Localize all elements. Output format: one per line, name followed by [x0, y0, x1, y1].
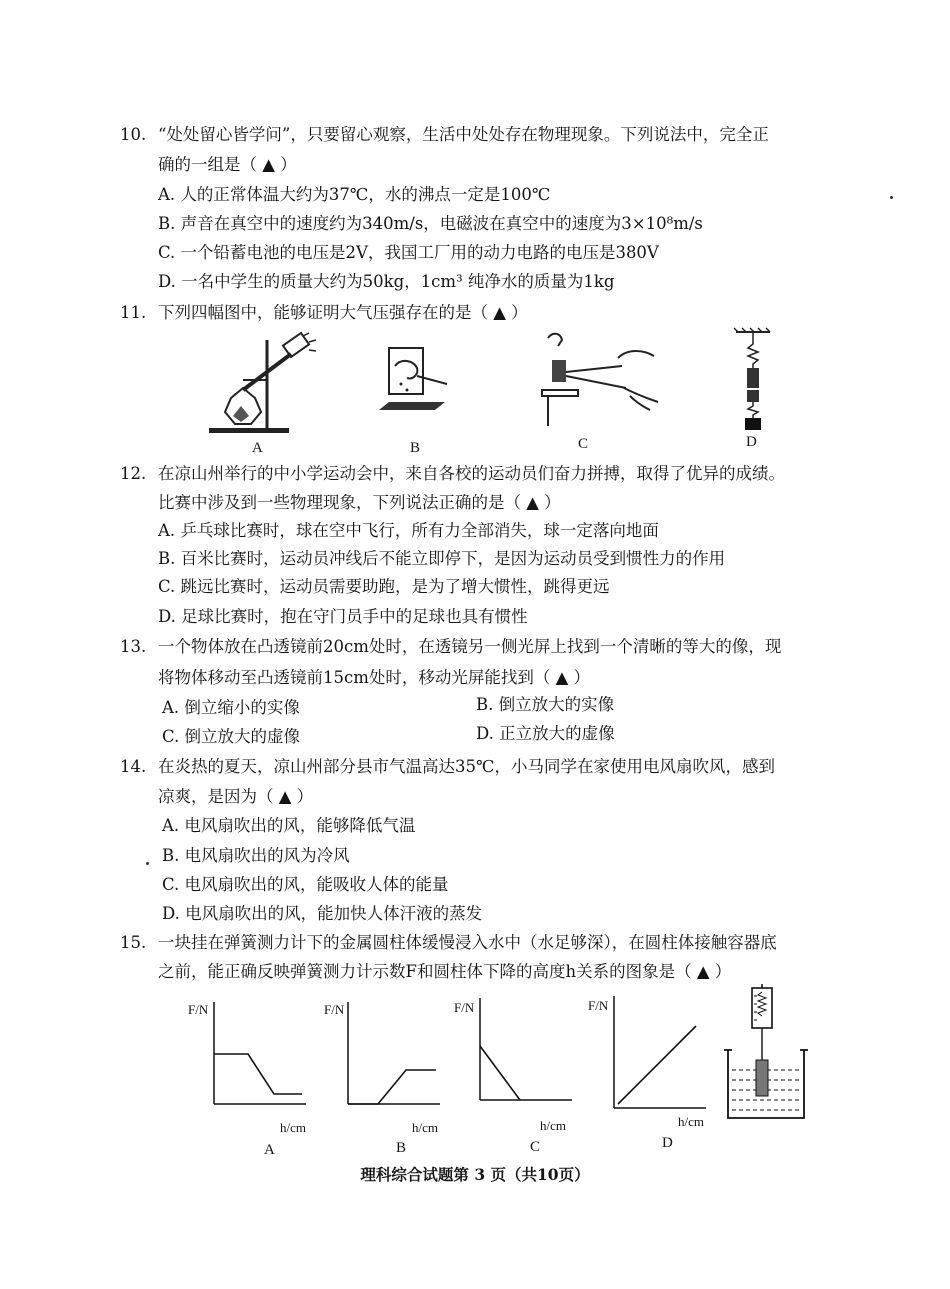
question-stem-line: 凉爽，是因为（ ▲ ）	[158, 787, 314, 806]
option-a: A. 人的正常体温大约为37℃，水的沸点一定是100℃	[158, 185, 551, 204]
graph-b	[344, 1000, 444, 1112]
option-c: C. 跳远比赛时，运动员需要助跑，是为了增大惯性，跳得更远	[158, 577, 610, 596]
graph-label: B	[396, 1140, 407, 1156]
option-b: B. 电风扇吹出的风为冷风	[162, 846, 350, 865]
option-a: A. 倒立缩小的实像	[162, 698, 300, 717]
figure-label: D	[746, 434, 757, 450]
figure-label: C	[578, 436, 589, 452]
question-number: 13.	[120, 637, 147, 656]
x-axis-label: h/cm	[540, 1118, 566, 1133]
figure-d-hanging-weights	[730, 328, 776, 432]
option-d: D. 电风扇吹出的风，能加快人体汗液的蒸发	[162, 904, 483, 923]
option-b: B. 倒立放大的实像	[476, 695, 615, 714]
graph-label: A	[264, 1142, 275, 1158]
option-d: D. 足球比赛时，抱在守门员手中的足球也具有惯性	[158, 607, 528, 626]
x-axis-label: h/cm	[678, 1114, 704, 1129]
option-a: A. 电风扇吹出的风，能够降低气温	[162, 816, 416, 835]
option-b: B. 百米比赛时，运动员冲线后不能立即停下，是因为运动员受到惯性力的作用	[158, 549, 726, 568]
question-stem-line: “处处留心皆学问”，只要留心观察，生活中处处存在物理现象。下列说法中，完全正	[158, 125, 769, 144]
question-stem-line: 一个物体放在凸透镜前20cm处时，在透镜另一侧光屏上找到一个清晰的等大的像，现	[158, 637, 782, 656]
figure-label: B	[410, 440, 421, 456]
scan-speck	[146, 862, 149, 865]
y-axis-label: F/N	[324, 1002, 345, 1017]
question-stem-line: 下列四幅图中，能够证明大气压强存在的是（ ▲ ）	[158, 303, 528, 322]
figure-b-hand-plate	[375, 340, 455, 418]
figure-a-flask-stand	[205, 332, 325, 440]
y-axis-label: F/N	[454, 1000, 475, 1015]
scan-speck	[890, 196, 893, 199]
x-axis-label: h/cm	[280, 1120, 306, 1135]
graph-a	[210, 1000, 310, 1112]
question-number: 14.	[120, 757, 147, 776]
option-c: C. 一个铅蓄电池的电压是2V，我国工厂用的动力电路的电压是380V	[158, 243, 659, 262]
question-stem-line: 在凉山州举行的中小学运动会中，来自各校的运动员们奋力拼搏，取得了优异的成绩。	[158, 464, 785, 483]
graph-d	[610, 994, 710, 1106]
figure-label: A	[252, 440, 263, 456]
question-number: 12.	[120, 464, 147, 483]
x-axis-label: h/cm	[412, 1120, 438, 1135]
question-number: 11.	[120, 303, 147, 322]
graph-c	[476, 996, 576, 1108]
y-axis-label: F/N	[188, 1002, 209, 1017]
spring-scale-beaker-diagram	[722, 984, 812, 1120]
question-number: 15.	[120, 933, 147, 952]
question-stem-line: 之前，能正确反映弹簧测力计示数F和圆柱体下降的高度h关系的图象是（ ▲ ）	[158, 962, 732, 981]
question-stem-line: 一块挂在弹簧测力计下的金属圆柱体缓慢浸入水中（水足够深），在圆柱体接触容器底	[158, 933, 777, 952]
option-d: D. 一名中学生的质量大约为50kg，1cm³ 纯净水的质量为1kg	[158, 272, 615, 291]
graph-label: C	[530, 1139, 541, 1155]
option-a: A. 乒乓球比赛时，球在空中飞行，所有力全部消失，球一定落向地面	[158, 521, 659, 540]
option-c: C. 倒立放大的虚像	[162, 727, 301, 746]
option-c: C. 电风扇吹出的风，能吸收人体的能量	[162, 875, 449, 894]
question-stem-line: 确的一组是（ ▲ ）	[158, 155, 297, 174]
y-axis-label: F/N	[588, 998, 609, 1013]
figure-c-pulling-hands	[538, 330, 662, 430]
question-stem-line: 在炎热的夏天，凉山州部分县市气温高达35℃，小马同学在家使用电风扇吹风，感到	[158, 757, 775, 776]
option-b: B. 声音在真空中的速度约为340m/s，电磁波在真空中的速度为3×10⁸m/s	[158, 214, 703, 233]
question-stem-line: 将物体移动至凸透镜前15cm处时，移动光屏能找到（ ▲ ）	[158, 668, 591, 687]
graph-label: D	[662, 1135, 673, 1151]
option-d: D. 正立放大的虚像	[476, 724, 615, 743]
question-stem-line: 比赛中涉及到一些物理现象，下列说法正确的是（ ▲ ）	[158, 493, 561, 512]
page-footer: 理科综合试题第 3 页（共10页）	[360, 1165, 590, 1184]
question-number: 10.	[120, 125, 147, 144]
